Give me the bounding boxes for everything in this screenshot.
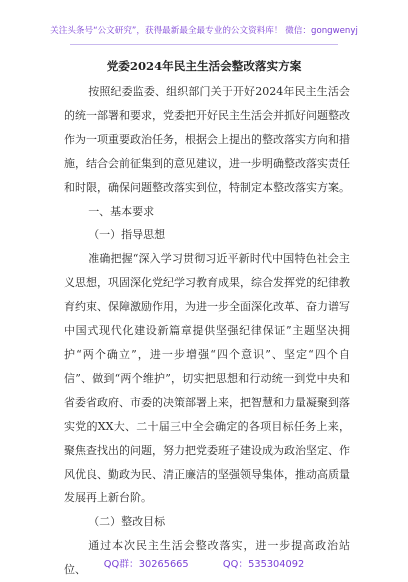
footer-contact [0, 556, 408, 570]
section-heading-1: 一、基本要求 [88, 204, 155, 218]
footer-qq-group: QQ群：30265665 [103, 559, 189, 570]
document-title: 党委2024年民主生活会整改落实方案 [106, 59, 302, 73]
goal-paragraph: 通过本次民主生活会整改落实，进一步提高政治站位、 [64, 539, 350, 577]
header-divider [70, 44, 338, 45]
subsection-heading-1: （一）指导思想 [88, 228, 166, 242]
subsection-heading-2: （二）整改目标 [88, 515, 166, 529]
intro-paragraph: 按照纪委监委、组织部门关于开好2024年民主生活会的统一部署和要求，党委把开好民主生活会并抓好问题整改作为一项重要政治任务，根据会上提出的整改落实方向和措施，结合会前征集到的意见建议，进一步明确整改落实责任和时限，确保问题整改落实到位，特制定本整改落实方案。 [64, 85, 350, 194]
footer-qq: QQ：535304092 [222, 559, 305, 570]
document-body [64, 80, 350, 582]
header-banner: 关注头条号“公文研究”，获得最新最全最专业的公文资料库！ 微信：gongwenyj [50, 26, 358, 36]
guiding-thought-paragraph: 准确把握“深入学习贯彻习近平新时代中国特色社会主义思想，巩固深化党纪学习教育成果，综合发挥党的纪律教育约束、保障激励作用，为进一步全面深化改革、奋力谱写中国式现代化建设新篇章提供坚强纪律保证”主题坚决拥护“两个确立”，进一步增强“四个意识”、坚定“四个自信”、做到“两个维护”，切实把思想和行动统一到党中央和省委省政府、市委的决策部署上来，把智慧和力量凝聚到落实党的XX大、二十届三中全会确定的各项目标任务上来，聚焦查找出的问题，努力把党委班子建设成为政治坚定、作风优良、勤政为民、清正廉洁的坚强领导集体，推动高质量发展再上新台阶。 [64, 252, 350, 505]
